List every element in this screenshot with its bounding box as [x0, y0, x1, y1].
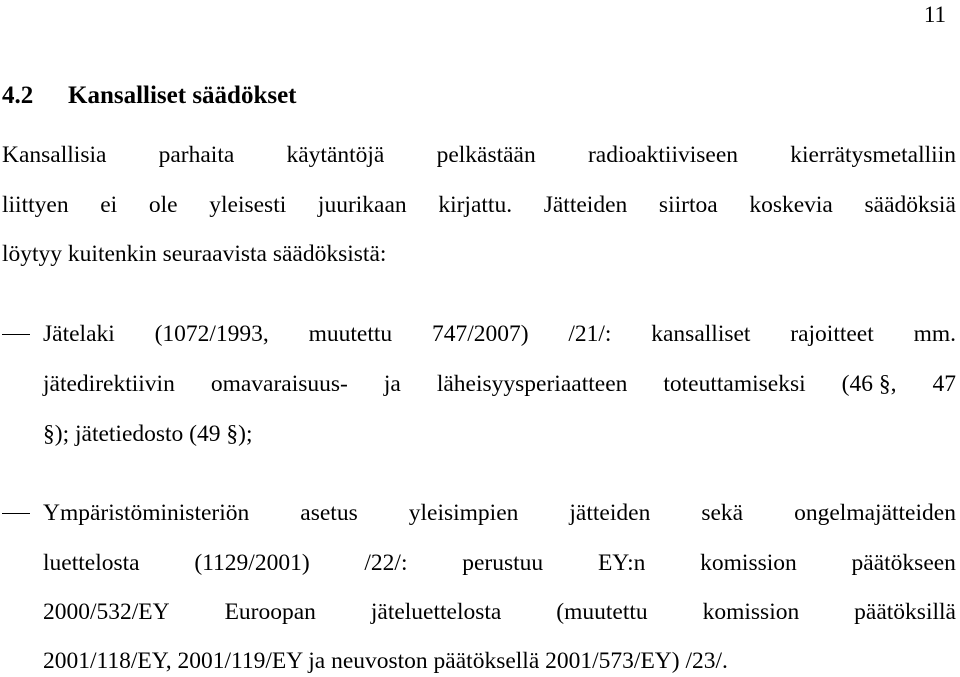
bullet-line	[43, 548, 956, 578]
word: 2000/532/EY	[43, 599, 170, 625]
word: mm.	[913, 321, 956, 347]
section-heading	[2, 80, 297, 112]
word: liittyen	[2, 192, 69, 218]
word: päätökseen	[851, 550, 956, 576]
word: ole	[148, 192, 178, 218]
word: yleisesti	[209, 192, 287, 218]
word: Jätelaki	[43, 321, 115, 347]
word: ongelmajätteiden	[794, 500, 956, 526]
text-line: löytyy kuitenkin seuraavista säädöksistä:	[2, 241, 387, 267]
text-line: 2001/118/EY, 2001/119/EY ja neuvoston päätöksellä 2001/573/EY) /23/.	[43, 648, 728, 674]
word: yleisimpien	[408, 500, 519, 526]
word: käytäntöjä	[286, 142, 385, 168]
bullet-line	[43, 369, 956, 399]
word: 747/2007)	[431, 321, 529, 347]
word: komission	[700, 550, 797, 576]
word: (1129/2001)	[194, 550, 310, 576]
word: koskevia	[749, 192, 833, 218]
bullet-line	[43, 319, 956, 349]
dash-bullet	[2, 334, 30, 335]
word: säädöksiä	[864, 192, 956, 218]
word: komission	[702, 599, 800, 625]
word: jätteiden	[569, 500, 651, 526]
paragraph-line	[2, 190, 956, 220]
bullet-line	[43, 597, 956, 627]
word: sekä	[701, 500, 744, 526]
word: omavaraisuus-	[210, 371, 348, 397]
word: (46 §,	[841, 371, 897, 397]
word: läheisyysperiaatteen	[436, 371, 628, 397]
word: (muutettu	[556, 599, 648, 625]
word: muutettu	[308, 321, 393, 347]
word: radioaktiiviseen	[587, 142, 739, 168]
word: Kansallisia	[2, 142, 107, 168]
word: ja	[383, 371, 401, 397]
bullet-line	[43, 419, 956, 449]
section-number: 4.2	[2, 82, 34, 109]
word: (1072/1993,	[154, 321, 269, 347]
word: Jätteiden	[543, 192, 628, 218]
word: toteuttamiseksi	[663, 371, 806, 397]
word: jäteluettelosta	[370, 599, 502, 625]
word: parhaita	[158, 142, 235, 168]
word: kansalliset	[651, 321, 751, 347]
word: perustuu	[462, 550, 544, 576]
word: siirtoa	[658, 192, 718, 218]
word: päätöksillä	[854, 599, 956, 625]
word: /21/:	[568, 321, 612, 347]
word: kirjattu.	[438, 192, 513, 218]
word: rajoitteet	[790, 321, 874, 347]
word: EY:n	[597, 550, 646, 576]
word: kierrätysmetalliin	[790, 142, 956, 168]
word: /22/:	[364, 550, 408, 576]
section-title: Kansalliset säädökset	[68, 82, 297, 109]
word: ei	[100, 192, 118, 218]
word: Ympäristöministeriön	[43, 500, 250, 526]
page-number: 11	[923, 2, 946, 27]
word: jätedirektiivin	[43, 371, 175, 397]
word: juurikaan	[317, 192, 407, 218]
paragraph-line	[2, 239, 956, 269]
word: 47	[932, 371, 956, 397]
word: pelkästään	[436, 142, 536, 168]
word: Euroopan	[224, 599, 316, 625]
dash-bullet	[2, 513, 30, 514]
word: luettelosta	[43, 550, 140, 576]
text-line: §); jätetiedosto (49 §);	[43, 421, 253, 447]
bullet-line	[43, 646, 956, 676]
paragraph-line	[2, 140, 956, 170]
word: asetus	[300, 500, 358, 526]
bullet-line	[43, 498, 956, 528]
